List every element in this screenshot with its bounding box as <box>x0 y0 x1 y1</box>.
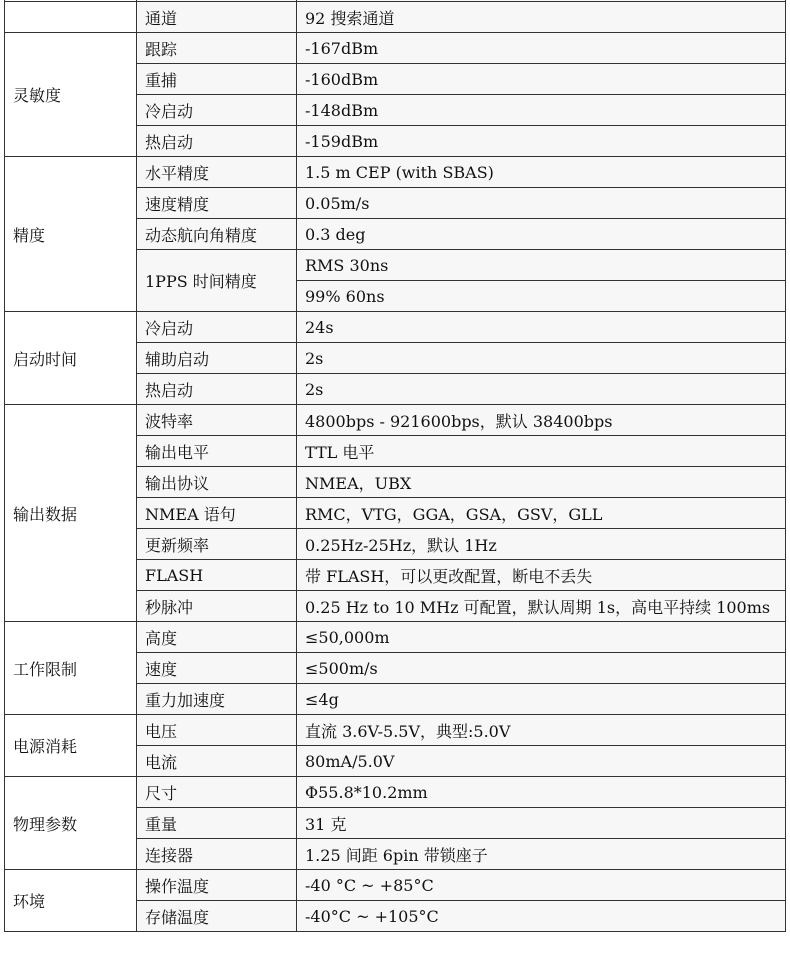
parameter-cell: 热启动 <box>137 126 297 157</box>
value-cell: 2s <box>297 343 786 374</box>
value-cell: 2s <box>297 374 786 405</box>
category-cell <box>5 2 137 33</box>
table-row <box>5 870 786 901</box>
value-cell: NMEA，UBX <box>297 467 786 498</box>
table-row <box>5 157 786 188</box>
parameter-cell: 连接器 <box>137 839 297 870</box>
value-cell: 80mA/5.0V <box>297 746 786 777</box>
value-cell: -160dBm <box>297 64 786 95</box>
parameter-cell: 电压 <box>137 715 297 746</box>
category-cell: 电源消耗 <box>5 715 137 777</box>
value-cell: -167dBm <box>297 33 786 64</box>
parameter-cell: 动态航向角精度 <box>137 219 297 250</box>
category-cell: 工作限制 <box>5 622 137 715</box>
parameter-cell: 波特率 <box>137 405 297 436</box>
parameter-cell: 重力加速度 <box>137 684 297 715</box>
table-row <box>5 2 786 33</box>
value-cell: 92 搜索通道 <box>297 2 786 33</box>
parameter-cell: 秒脉冲 <box>137 591 297 622</box>
value-cell: ≤50,000m <box>297 622 786 653</box>
parameter-cell: NMEA 语句 <box>137 498 297 529</box>
value-cell: RMC，VTG，GGA，GSA，GSV，GLL <box>297 498 786 529</box>
spec-table <box>4 0 786 932</box>
parameter-cell: 更新频率 <box>137 529 297 560</box>
table-row <box>5 715 786 746</box>
spec-table-container <box>4 0 786 932</box>
value-cell: 1.5 m CEP (with SBAS) <box>297 157 786 188</box>
table-row <box>5 622 786 653</box>
parameter-cell: 通道 <box>137 2 297 33</box>
parameter-cell: 辅助启动 <box>137 343 297 374</box>
value-cell: 1.25 间距 6pin 带锁座子 <box>297 839 786 870</box>
value-cell: 99% 60ns <box>297 281 786 312</box>
value-cell: 0.25 Hz to 10 MHz 可配置，默认周期 1s，高电平持续 100ms <box>297 591 786 622</box>
parameter-cell: 输出协议 <box>137 467 297 498</box>
value-cell: ≤4g <box>297 684 786 715</box>
value-cell: 0.25Hz-25Hz，默认 1Hz <box>297 529 786 560</box>
category-cell: 环境 <box>5 870 137 932</box>
value-cell: 0.3 deg <box>297 219 786 250</box>
value-cell: 0.05m/s <box>297 188 786 219</box>
value-cell: Φ55.8*10.2mm <box>297 777 786 808</box>
parameter-cell: 1PPS 时间精度 <box>137 250 297 312</box>
value-cell: -40 °C ~ +85°C <box>297 870 786 901</box>
value-cell: TTL 电平 <box>297 436 786 467</box>
parameter-cell: 电流 <box>137 746 297 777</box>
parameter-cell: 水平精度 <box>137 157 297 188</box>
table-row <box>5 777 786 808</box>
value-cell: 31 克 <box>297 808 786 839</box>
category-cell: 灵敏度 <box>5 33 137 157</box>
parameter-cell: 热启动 <box>137 374 297 405</box>
parameter-cell: 速度精度 <box>137 188 297 219</box>
parameter-cell: 高度 <box>137 622 297 653</box>
category-cell: 启动时间 <box>5 312 137 405</box>
value-cell: 24s <box>297 312 786 343</box>
value-cell: 带 FLASH，可以更改配置，断电不丢失 <box>297 560 786 591</box>
value-cell: ≤500m/s <box>297 653 786 684</box>
parameter-cell: 跟踪 <box>137 33 297 64</box>
parameter-cell: 冷启动 <box>137 95 297 126</box>
parameter-cell: 冷启动 <box>137 312 297 343</box>
category-cell: 精度 <box>5 157 137 312</box>
parameter-cell: FLASH <box>137 560 297 591</box>
category-cell: 物理参数 <box>5 777 137 870</box>
parameter-cell: 重量 <box>137 808 297 839</box>
parameter-cell: 操作温度 <box>137 870 297 901</box>
value-cell: RMS 30ns <box>297 250 786 281</box>
parameter-cell: 尺寸 <box>137 777 297 808</box>
value-cell: -148dBm <box>297 95 786 126</box>
value-cell: -159dBm <box>297 126 786 157</box>
parameter-cell: 速度 <box>137 653 297 684</box>
value-cell: -40°C ~ +105°C <box>297 901 786 932</box>
category-cell: 输出数据 <box>5 405 137 622</box>
value-cell: 4800bps - 921600bps，默认 38400bps <box>297 405 786 436</box>
table-row <box>5 312 786 343</box>
parameter-cell: 重捕 <box>137 64 297 95</box>
parameter-cell: 存储温度 <box>137 901 297 932</box>
value-cell: 直流 3.6V-5.5V，典型:5.0V <box>297 715 786 746</box>
table-row <box>5 33 786 64</box>
table-row <box>5 405 786 436</box>
parameter-cell: 输出电平 <box>137 436 297 467</box>
